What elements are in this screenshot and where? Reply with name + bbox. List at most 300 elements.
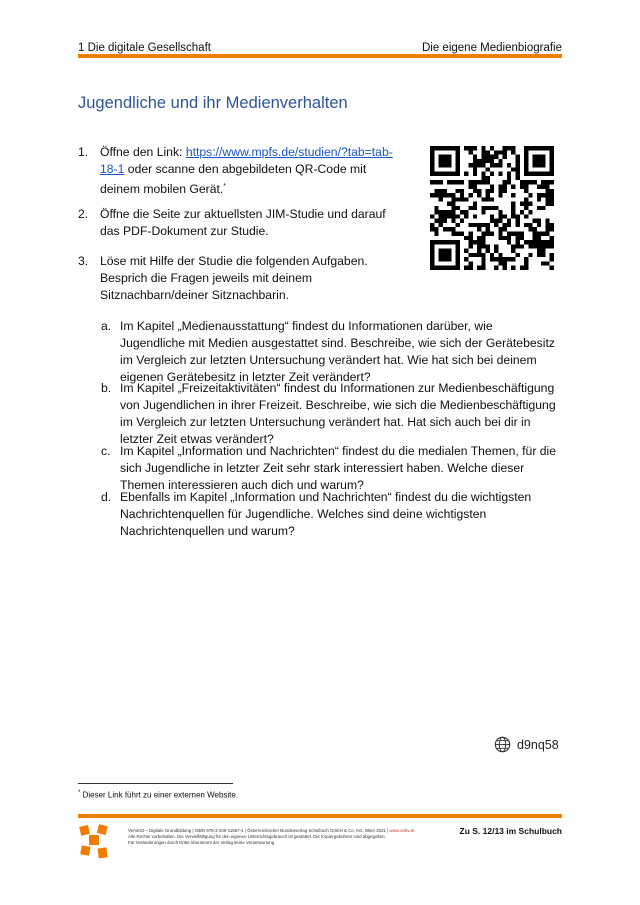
qr-module bbox=[516, 223, 520, 227]
qr-module bbox=[494, 249, 498, 253]
qr-module bbox=[439, 159, 443, 163]
qr-module bbox=[439, 223, 443, 227]
qr-module bbox=[443, 210, 447, 214]
qr-module bbox=[443, 253, 447, 257]
qr-module bbox=[430, 159, 434, 163]
qr-module bbox=[486, 223, 490, 227]
qr-module bbox=[537, 172, 541, 176]
qr-module bbox=[490, 184, 494, 188]
qr-module bbox=[439, 163, 443, 167]
qr-module bbox=[451, 227, 455, 231]
qr-module bbox=[468, 193, 472, 197]
qr-module bbox=[456, 257, 460, 261]
qr-module bbox=[486, 227, 490, 231]
qr-module bbox=[550, 223, 554, 227]
qr-module bbox=[443, 189, 447, 193]
qr-module bbox=[456, 146, 460, 150]
qr-module bbox=[498, 257, 502, 261]
qr-module bbox=[447, 227, 451, 231]
qr-module bbox=[447, 249, 451, 253]
qr-module bbox=[447, 146, 451, 150]
qr-module bbox=[550, 193, 554, 197]
qr-module bbox=[477, 163, 481, 167]
qr-module bbox=[541, 249, 545, 253]
qr-module bbox=[443, 155, 447, 159]
qr-module bbox=[520, 184, 524, 188]
qr-module bbox=[439, 155, 443, 159]
qr-module bbox=[443, 219, 447, 223]
qr-module bbox=[520, 210, 524, 214]
qr-module bbox=[528, 193, 532, 197]
qr-module bbox=[498, 253, 502, 257]
qr-module bbox=[486, 155, 490, 159]
qr-module bbox=[430, 257, 434, 261]
qr-module bbox=[460, 189, 464, 193]
qr-module bbox=[447, 214, 451, 218]
qr-module bbox=[460, 219, 464, 223]
qr-module bbox=[545, 146, 549, 150]
qr-module bbox=[477, 159, 481, 163]
qr-module bbox=[473, 206, 477, 210]
footnote-text: Dieser Link führt zu einer externen Website. bbox=[82, 790, 239, 800]
qr-module bbox=[473, 223, 477, 227]
qr-module bbox=[545, 244, 549, 248]
qr-module bbox=[503, 257, 507, 261]
qr-module bbox=[481, 206, 485, 210]
qr-module bbox=[439, 193, 443, 197]
task-body: Öffne die Seite zur aktuellsten JIM-Studie und darauf das PDF-Dokument zur Studie. bbox=[100, 207, 386, 238]
qr-module bbox=[477, 193, 481, 197]
qr-module bbox=[545, 202, 549, 206]
qr-module bbox=[443, 266, 447, 270]
task-body bbox=[100, 144, 408, 198]
qr-module bbox=[443, 172, 447, 176]
qr-module bbox=[464, 236, 468, 240]
publisher-link[interactable]: www.oebv.at bbox=[389, 828, 415, 833]
qr-module bbox=[507, 146, 511, 150]
qr-module bbox=[550, 266, 554, 270]
textbook-reference: Zu S. 12/13 im Schulbuch bbox=[459, 826, 562, 836]
qr-module bbox=[473, 155, 477, 159]
qr-module bbox=[490, 159, 494, 163]
qr-module bbox=[550, 202, 554, 206]
footnote bbox=[78, 790, 238, 800]
qr-module bbox=[490, 253, 494, 257]
qr-module bbox=[430, 227, 434, 231]
qr-module bbox=[430, 223, 434, 227]
qr-module bbox=[545, 240, 549, 244]
qr-module bbox=[537, 146, 541, 150]
qr-module bbox=[443, 193, 447, 197]
qr-module bbox=[430, 150, 434, 154]
qr-module bbox=[473, 184, 477, 188]
qr-module bbox=[503, 150, 507, 154]
qr-module bbox=[451, 219, 455, 223]
qr-module bbox=[528, 227, 532, 231]
qr-module bbox=[550, 172, 554, 176]
qr-module bbox=[528, 223, 532, 227]
qr-module bbox=[430, 261, 434, 265]
qr-module bbox=[477, 249, 481, 253]
qr-module bbox=[434, 232, 438, 236]
qr-module bbox=[520, 202, 524, 206]
qr-module bbox=[494, 163, 498, 167]
qr-module bbox=[468, 253, 472, 257]
qr-module bbox=[490, 219, 494, 223]
qr-module bbox=[486, 167, 490, 171]
qr-module bbox=[430, 167, 434, 171]
qr-module bbox=[516, 176, 520, 180]
qr-module bbox=[490, 189, 494, 193]
web-code-text: d9nq58 bbox=[517, 737, 559, 752]
qr-module bbox=[481, 210, 485, 214]
task-text-post: oder scanne den abgebildeten QR-Code mit deinem mobilen Gerät. bbox=[100, 162, 367, 197]
qr-module bbox=[511, 266, 515, 270]
qr-module bbox=[447, 163, 451, 167]
qr-module bbox=[430, 249, 434, 253]
qr-module bbox=[481, 180, 485, 184]
qr-module bbox=[511, 232, 515, 236]
qr-module bbox=[516, 232, 520, 236]
qr-module bbox=[537, 206, 541, 210]
qr-module bbox=[473, 214, 477, 218]
qr-module bbox=[439, 214, 443, 218]
qr-module bbox=[460, 197, 464, 201]
qr-module bbox=[451, 210, 455, 214]
qr-module bbox=[439, 197, 443, 201]
qr-module bbox=[481, 236, 485, 240]
qr-module bbox=[511, 249, 515, 253]
qr-module bbox=[456, 155, 460, 159]
qr-module bbox=[456, 172, 460, 176]
qr-module bbox=[486, 193, 490, 197]
qr-module bbox=[503, 184, 507, 188]
qr-module bbox=[503, 189, 507, 193]
qr-module bbox=[507, 232, 511, 236]
qr-module bbox=[524, 202, 528, 206]
qr-module bbox=[541, 253, 545, 257]
qr-module bbox=[439, 146, 443, 150]
qr-module bbox=[524, 261, 528, 265]
qr-module bbox=[456, 167, 460, 171]
qr-module bbox=[477, 236, 481, 240]
footnote-rule bbox=[78, 783, 233, 784]
qr-module bbox=[520, 244, 524, 248]
publisher-logo bbox=[78, 824, 110, 860]
qr-module bbox=[486, 150, 490, 154]
qr-module bbox=[434, 266, 438, 270]
qr-module bbox=[498, 210, 502, 214]
qr-module bbox=[481, 146, 485, 150]
qr-module bbox=[443, 146, 447, 150]
subtask-a bbox=[101, 318, 561, 386]
qr-module bbox=[550, 150, 554, 154]
qr-module bbox=[537, 219, 541, 223]
qr-module bbox=[486, 249, 490, 253]
qr-module bbox=[550, 253, 554, 257]
qr-module bbox=[503, 261, 507, 265]
subtask-d bbox=[101, 489, 561, 540]
qr-module bbox=[486, 244, 490, 248]
qr-module bbox=[434, 146, 438, 150]
qr-module bbox=[528, 253, 532, 257]
qr-module bbox=[541, 180, 545, 184]
qr-module bbox=[533, 227, 537, 231]
qr-module bbox=[477, 223, 481, 227]
qr-module bbox=[511, 146, 515, 150]
qr-module bbox=[477, 189, 481, 193]
qr-module bbox=[498, 236, 502, 240]
qr-module bbox=[520, 180, 524, 184]
qr-module bbox=[498, 184, 502, 188]
qr-module bbox=[481, 176, 485, 180]
qr-module bbox=[456, 150, 460, 154]
footer-line-1-text: Vernetzt – Digitale Grundbildung | ISBN 978-3-209-11567-4 | Österreichischer Bundesverlag Schulbuch GmbH & Co. KG, Wien 2021 | bbox=[128, 828, 390, 833]
subtask-body: Im Kapitel „Medienausstattung“ findest du Informationen darüber, wie Jugendliche mit Medien ausgestattet sind. Beschreibe, wie sich der Gerätebesitz im Vergleich zur letzten Untersuchung verändert hat. Wie hat sich bei deinem eigenen Gerätebesitz in letzter Zeit verändert? bbox=[120, 319, 555, 384]
qr-module bbox=[447, 193, 451, 197]
qr-module bbox=[550, 167, 554, 171]
qr-module bbox=[477, 180, 481, 184]
qr-module bbox=[524, 189, 528, 193]
qr-module bbox=[434, 206, 438, 210]
qr-module bbox=[524, 266, 528, 270]
subtask-body: Im Kapitel „Freizeitaktivitäten“ findest du Informationen zur Medienbeschäftigung von Jugendlichen in ihrer Freizeit. Beschreibe, wie sich die Medienbeschäftigung im Vergleich zur letzten Untersuchung verändert hat. Hat sich auch bei dir in letzter Zeit etwas verändert? bbox=[120, 381, 556, 446]
qr-module bbox=[550, 163, 554, 167]
qr-module bbox=[481, 197, 485, 201]
qr-module bbox=[464, 249, 468, 253]
footnote-mark: * bbox=[78, 790, 81, 796]
task-number: 3. bbox=[78, 254, 89, 268]
qr-module bbox=[473, 202, 477, 206]
page-header bbox=[78, 34, 562, 54]
qr-module bbox=[456, 240, 460, 244]
subtask-letter: a. bbox=[101, 319, 112, 333]
qr-module bbox=[430, 172, 434, 176]
qr-module bbox=[468, 206, 472, 210]
qr-module bbox=[533, 159, 537, 163]
qr-module bbox=[507, 176, 511, 180]
qr-module bbox=[486, 159, 490, 163]
qr-module bbox=[524, 257, 528, 261]
qr-module bbox=[468, 223, 472, 227]
qr-module bbox=[507, 257, 511, 261]
qr-module bbox=[498, 219, 502, 223]
qr-module bbox=[481, 244, 485, 248]
qr-module bbox=[537, 197, 541, 201]
qr-module bbox=[494, 206, 498, 210]
footer-line-3: Für Veränderungen durch Dritte übernimmt der Verlag keine Verantwortung. bbox=[128, 840, 276, 845]
qr-module bbox=[473, 146, 477, 150]
task-number: 2. bbox=[78, 207, 89, 221]
qr-module bbox=[447, 172, 451, 176]
qr-module bbox=[511, 150, 515, 154]
qr-module bbox=[533, 180, 537, 184]
qr-module bbox=[473, 172, 477, 176]
qr-module bbox=[468, 261, 472, 265]
qr-module bbox=[434, 172, 438, 176]
qr-module bbox=[447, 202, 451, 206]
qr-module bbox=[439, 249, 443, 253]
qr-module bbox=[545, 223, 549, 227]
header-rule bbox=[78, 54, 562, 58]
qr-module bbox=[473, 189, 477, 193]
task-body: Löse mit Hilfe der Studie die folgenden Aufgaben. Besprich die Fragen jeweils mit deinem Sitznachbarn/deiner Sitznachbarin. bbox=[100, 254, 368, 302]
subtask-body: Ebenfalls im Kapitel „Information und Nachrichten“ findest du die wichtigsten Nachrichtenquellen für Jugendliche. Welches sind deine wichtigsten Nachrichtenquellen und warum? bbox=[120, 490, 532, 538]
qr-module bbox=[443, 257, 447, 261]
qr-module bbox=[486, 197, 490, 201]
qr-module bbox=[451, 266, 455, 270]
qr-module bbox=[443, 214, 447, 218]
qr-module bbox=[481, 150, 485, 154]
qr-module bbox=[528, 240, 532, 244]
subtask-c bbox=[101, 443, 561, 494]
qr-module bbox=[516, 159, 520, 163]
qr-module bbox=[481, 223, 485, 227]
qr-code[interactable] bbox=[430, 146, 554, 270]
qr-module bbox=[507, 240, 511, 244]
subtask-b bbox=[101, 380, 561, 448]
qr-module bbox=[439, 180, 443, 184]
qr-module bbox=[494, 257, 498, 261]
qr-module bbox=[545, 227, 549, 231]
qr-module bbox=[524, 146, 528, 150]
web-code[interactable] bbox=[494, 736, 559, 753]
qr-module bbox=[507, 180, 511, 184]
qr-module bbox=[524, 180, 528, 184]
qr-module bbox=[537, 184, 541, 188]
qr-module bbox=[447, 257, 451, 261]
qr-module bbox=[503, 266, 507, 270]
qr-module bbox=[524, 240, 528, 244]
qr-module bbox=[439, 219, 443, 223]
qr-module bbox=[524, 172, 528, 176]
qr-module bbox=[451, 193, 455, 197]
qr-module bbox=[451, 197, 455, 201]
qr-module bbox=[434, 189, 438, 193]
globe-icon bbox=[494, 736, 511, 753]
qr-module bbox=[528, 210, 532, 214]
qr-module bbox=[456, 197, 460, 201]
qr-module bbox=[511, 167, 515, 171]
qr-module bbox=[511, 214, 515, 218]
qr-module bbox=[511, 244, 515, 248]
qr-module bbox=[481, 266, 485, 270]
qr-module bbox=[550, 236, 554, 240]
qr-module bbox=[533, 146, 537, 150]
qr-module bbox=[541, 240, 545, 244]
study-link[interactable]: https://www.mpfs.de/studien/?tab=tab-18-1 bbox=[100, 145, 393, 176]
qr-module bbox=[507, 219, 511, 223]
qr-module bbox=[498, 159, 502, 163]
qr-module bbox=[468, 266, 472, 270]
qr-module bbox=[503, 155, 507, 159]
footer-line-2: Alle Rechte vorbehalten. Die Vervielfältigung für den eigenen Unterrichtsgebrauch ist gestattet. Die Kopiergebühren sind abgegolten. bbox=[128, 834, 386, 839]
qr-module bbox=[434, 193, 438, 197]
qr-module bbox=[550, 240, 554, 244]
qr-module bbox=[516, 172, 520, 176]
qr-module bbox=[533, 232, 537, 236]
qr-module bbox=[430, 214, 434, 218]
qr-module bbox=[516, 214, 520, 218]
qr-module bbox=[524, 206, 528, 210]
qr-module bbox=[468, 163, 472, 167]
qr-module bbox=[473, 253, 477, 257]
qr-module bbox=[537, 193, 541, 197]
qr-module bbox=[533, 155, 537, 159]
qr-module bbox=[439, 172, 443, 176]
qr-module bbox=[460, 193, 464, 197]
qr-module bbox=[468, 180, 472, 184]
subtask-letter: c. bbox=[101, 444, 111, 458]
qr-module bbox=[524, 223, 528, 227]
qr-module bbox=[451, 202, 455, 206]
qr-module bbox=[473, 159, 477, 163]
qr-module bbox=[430, 180, 434, 184]
qr-module bbox=[460, 210, 464, 214]
qr-module bbox=[464, 266, 468, 270]
qr-module bbox=[541, 206, 545, 210]
qr-module bbox=[481, 155, 485, 159]
qr-module bbox=[434, 210, 438, 214]
qr-module bbox=[451, 240, 455, 244]
qr-module bbox=[533, 219, 537, 223]
qr-module bbox=[473, 167, 477, 171]
qr-module bbox=[533, 240, 537, 244]
qr-module bbox=[541, 244, 545, 248]
qr-module bbox=[443, 249, 447, 253]
qr-module bbox=[456, 159, 460, 163]
qr-module bbox=[456, 223, 460, 227]
qr-module bbox=[464, 210, 468, 214]
qr-module bbox=[511, 210, 515, 214]
qr-module bbox=[550, 189, 554, 193]
qr-module bbox=[524, 150, 528, 154]
qr-module bbox=[456, 261, 460, 265]
qr-module bbox=[520, 236, 524, 240]
qr-module bbox=[430, 163, 434, 167]
qr-module bbox=[545, 189, 549, 193]
qr-module bbox=[473, 163, 477, 167]
qr-module bbox=[464, 257, 468, 261]
qr-module bbox=[498, 189, 502, 193]
qr-module bbox=[468, 150, 472, 154]
qr-module bbox=[507, 223, 511, 227]
subtask-body: Im Kapitel „Information und Nachrichten“ findest du die medialen Themen, für die sich Jugendliche in letzter Zeit sehr stark interessiert haben. Welche dieser Themen interessieren auch dich und warum? bbox=[120, 444, 557, 492]
qr-module bbox=[434, 219, 438, 223]
qr-module bbox=[511, 184, 515, 188]
qr-module bbox=[498, 227, 502, 231]
qr-module bbox=[460, 232, 464, 236]
qr-module bbox=[516, 163, 520, 167]
qr-module bbox=[490, 155, 494, 159]
qr-module bbox=[537, 159, 541, 163]
qr-module bbox=[439, 257, 443, 261]
qr-module bbox=[528, 244, 532, 248]
qr-module bbox=[456, 244, 460, 248]
qr-module bbox=[520, 266, 524, 270]
qr-module bbox=[507, 236, 511, 240]
qr-module bbox=[528, 202, 532, 206]
qr-module bbox=[481, 240, 485, 244]
qr-module bbox=[430, 266, 434, 270]
qr-module bbox=[511, 193, 515, 197]
qr-module bbox=[447, 155, 451, 159]
qr-module bbox=[516, 244, 520, 248]
qr-module bbox=[447, 240, 451, 244]
qr-module bbox=[516, 240, 520, 244]
qr-module bbox=[550, 244, 554, 248]
qr-module bbox=[468, 236, 472, 240]
